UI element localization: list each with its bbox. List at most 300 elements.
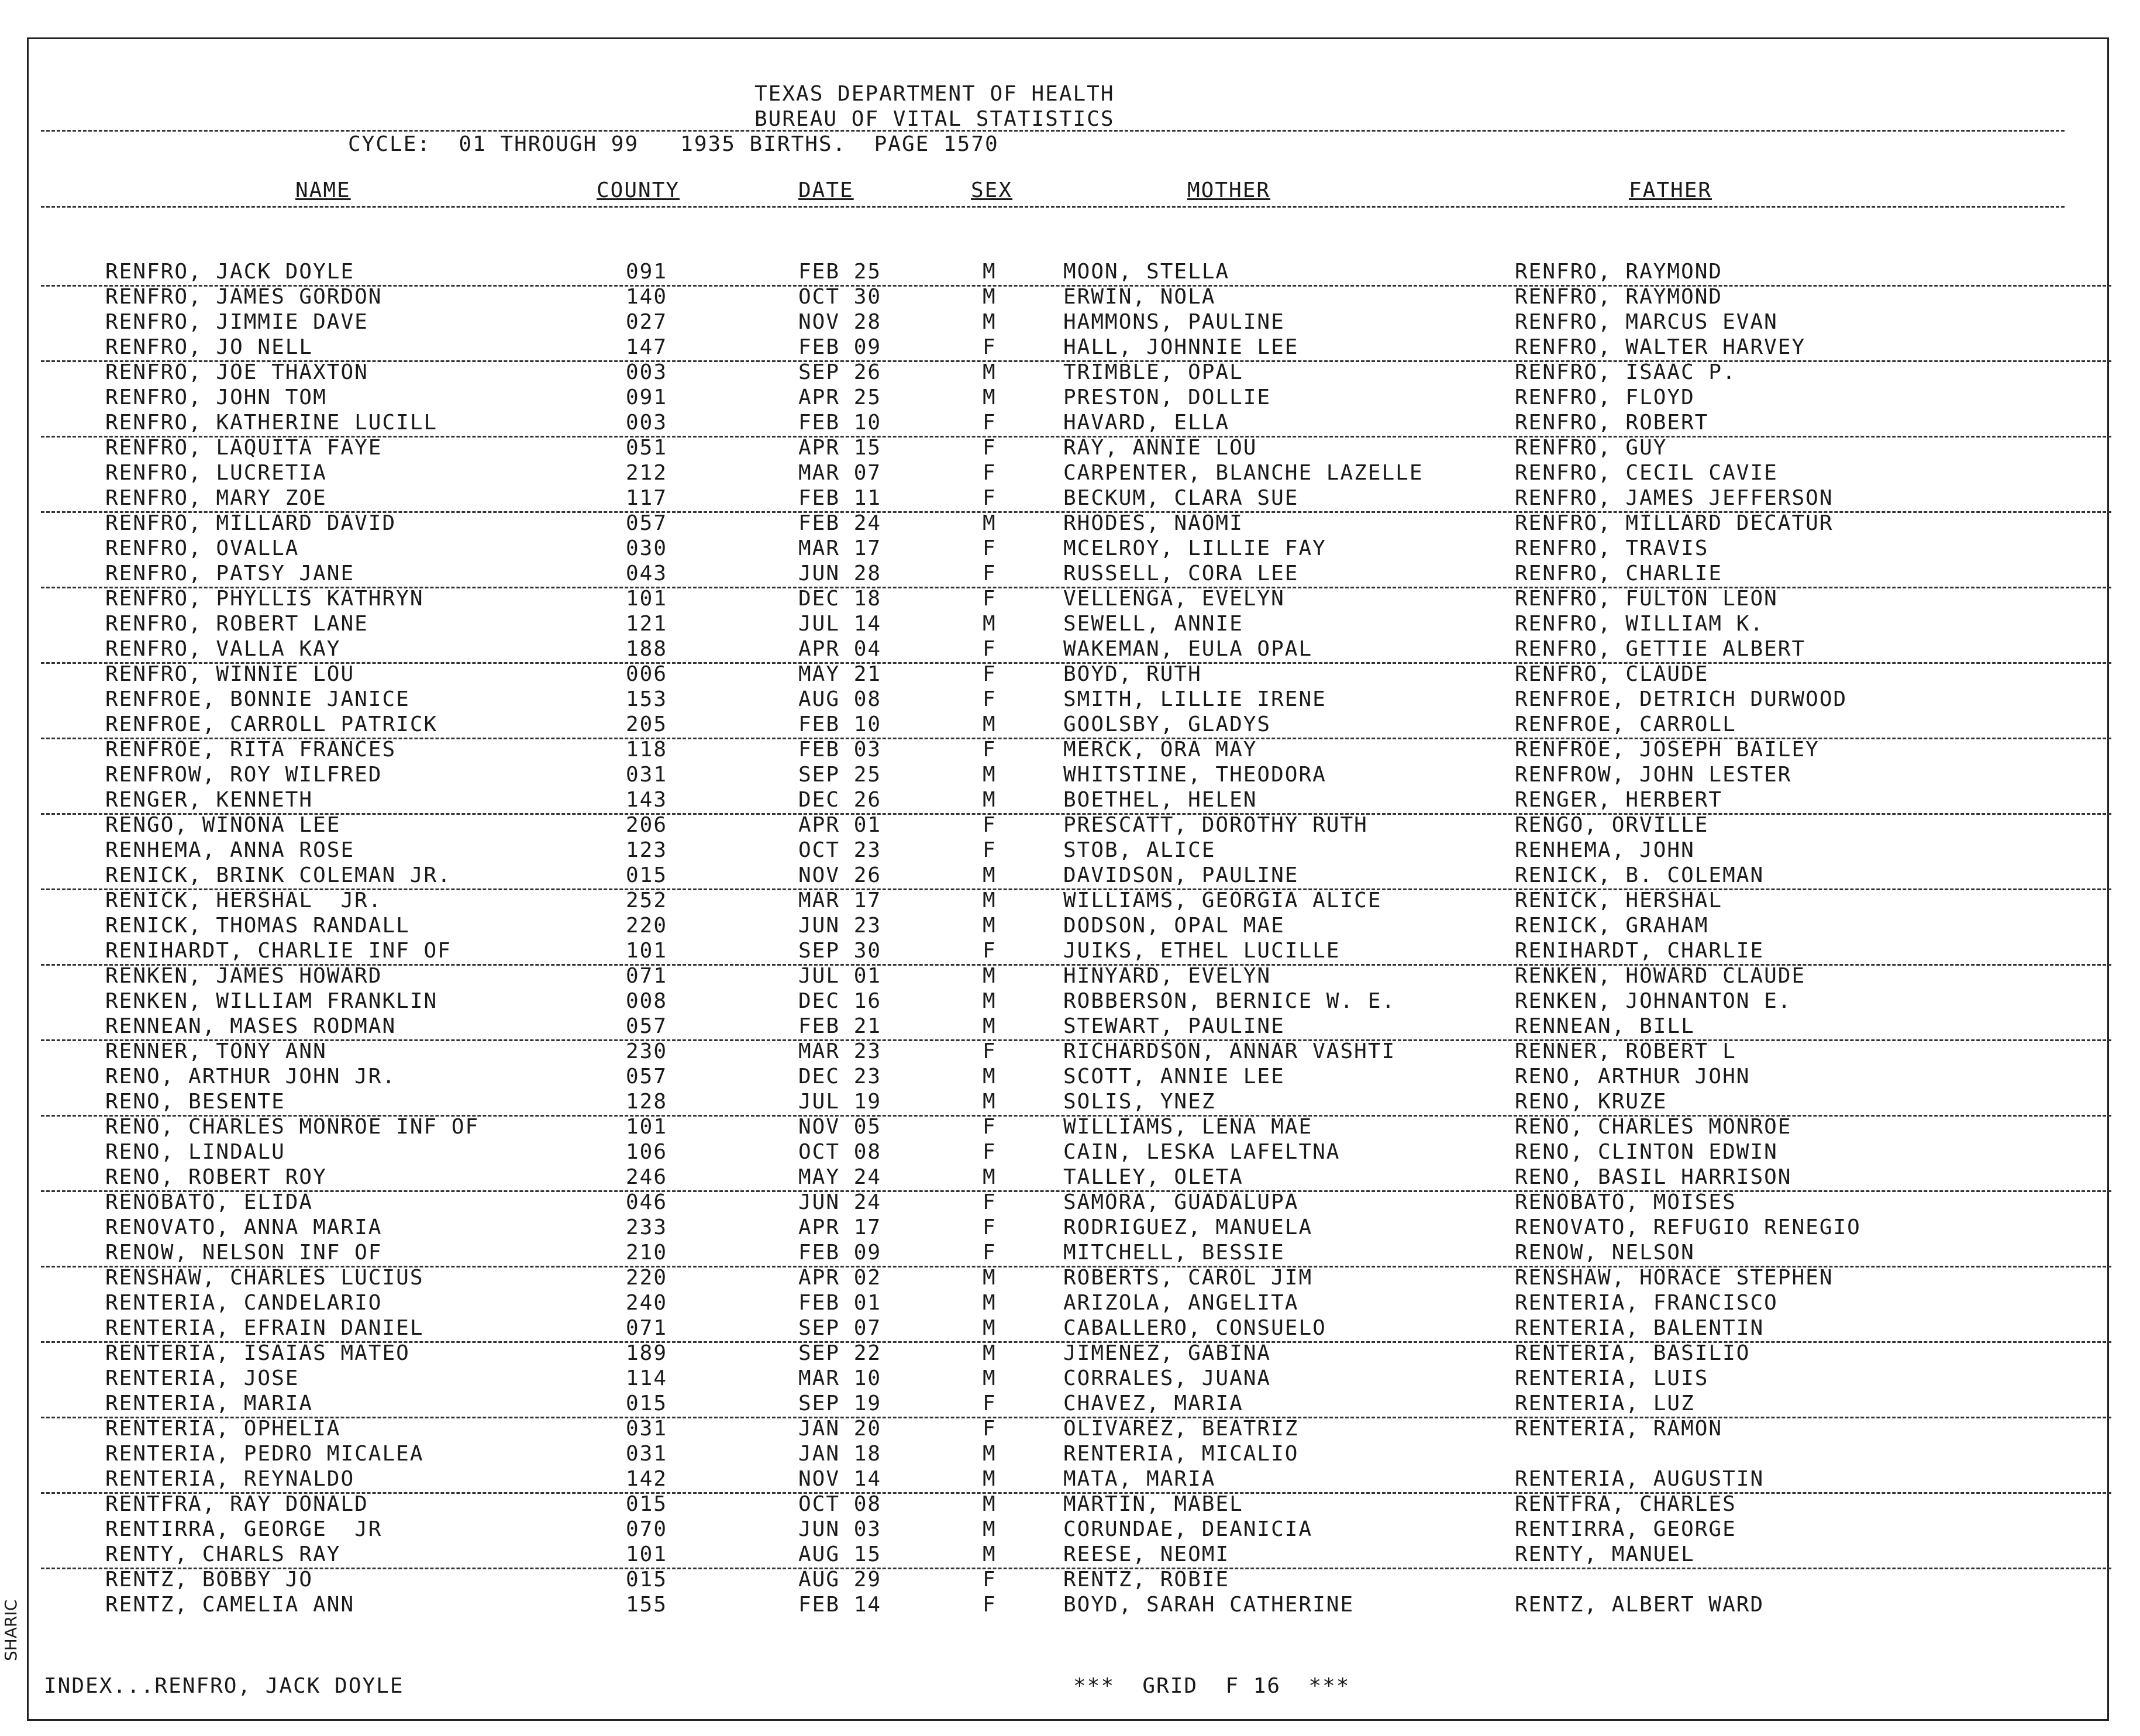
record-name: RENFROE, BONNIE JANICE	[105, 687, 410, 711]
record-mother: CABALLERO, CONSUELO	[1063, 1316, 1326, 1340]
record-father: RENTERIA, FRANCISCO	[1515, 1291, 1778, 1315]
record-sex: M	[983, 1442, 997, 1466]
record-mother: JIMENEZ, GABINA	[1063, 1341, 1271, 1365]
record-father: RENFRO, CLAUDE	[1515, 662, 1709, 686]
record-sex: M	[983, 1492, 997, 1516]
record-sex: F	[983, 536, 997, 560]
record-county: 091	[626, 385, 668, 409]
record-father: RENFRO, CHARLIE	[1515, 562, 1723, 585]
record-father: RENIHARDT, CHARLIE	[1515, 939, 1765, 963]
record-father: RENGER, HERBERT	[1515, 788, 1723, 812]
record-county: 057	[626, 511, 668, 535]
record-county: 153	[626, 687, 668, 711]
record-county: 046	[626, 1190, 668, 1214]
record-county: 147	[626, 335, 668, 359]
record-row	[41, 411, 2111, 438]
record-sex: M	[983, 1065, 997, 1089]
record-father: RENFRO, ROBERT	[1515, 411, 1709, 435]
record-mother: WAKEMAN, EULA OPAL	[1063, 637, 1313, 661]
record-county: 121	[626, 612, 668, 636]
record-name: RENFRO, LAQUITA FAYE	[105, 436, 382, 460]
record-sex: M	[983, 1165, 997, 1189]
record-father: RENTERIA, LUIS	[1515, 1366, 1709, 1390]
record-name: RENFRO, JAMES GORDON	[105, 285, 382, 309]
record-name: RENFRO, WINNIE LOU	[105, 662, 355, 686]
column-header-date: DATE	[798, 178, 854, 202]
record-name: RENFRO, JOHN TOM	[105, 385, 327, 409]
bureau-title: BUREAU OF VITAL STATISTICS	[754, 107, 1115, 131]
record-sex: M	[983, 511, 997, 535]
record-sex: M	[983, 310, 997, 334]
record-name: RENGO, WINONA LEE	[105, 813, 341, 837]
record-father: RENOVATO, REFUGIO RENEGIO	[1515, 1215, 1861, 1239]
record-mother: SMITH, LILLIE IRENE	[1063, 687, 1326, 711]
record-sex: M	[983, 712, 997, 736]
record-date: MAR 23	[798, 1039, 882, 1063]
record-county: 206	[626, 813, 668, 837]
record-date: DEC 16	[798, 989, 882, 1013]
record-county: 101	[626, 939, 668, 963]
record-date: FEB 14	[798, 1593, 882, 1617]
record-name: RENTERIA, MARIA	[105, 1391, 313, 1415]
record-name: RENICK, BRINK COLEMAN JR.	[105, 863, 452, 887]
record-county: 031	[626, 763, 668, 787]
record-name: RENHEMA, ANNA ROSE	[105, 838, 355, 862]
record-father: RENTERIA, RAMON	[1515, 1417, 1723, 1441]
record-county: 220	[626, 1266, 668, 1290]
record-row	[41, 562, 2111, 588]
record-mother: SAMORA, GUADALUPA	[1063, 1190, 1299, 1214]
record-father: RENNEAN, BILL	[1515, 1014, 1695, 1038]
record-county: 114	[626, 1366, 668, 1390]
record-row	[41, 1316, 2111, 1343]
record-date: AUG 08	[798, 687, 882, 711]
record-mother: MATA, MARIA	[1063, 1467, 1216, 1491]
record-father: RENFRO, FULTON LEON	[1515, 587, 1778, 611]
record-sex: M	[983, 863, 997, 887]
record-name: RENFRO, PATSY JANE	[105, 562, 355, 585]
record-county: 015	[626, 1492, 668, 1516]
record-name: RENFRO, MARY ZOE	[105, 486, 327, 510]
record-sex: M	[983, 989, 997, 1013]
record-father: RENKEN, HOWARD CLAUDE	[1515, 964, 1806, 988]
record-sex: M	[983, 285, 997, 309]
record-father: RENGO, ORVILLE	[1515, 813, 1709, 837]
record-date: FEB 01	[798, 1291, 882, 1315]
column-header-sex: SEX	[971, 178, 1013, 202]
record-name: RENTZ, CAMELIA ANN	[105, 1593, 355, 1617]
record-date: OCT 23	[798, 838, 882, 862]
record-sex: M	[983, 1517, 997, 1541]
record-date: FEB 10	[798, 411, 882, 435]
record-sex: F	[983, 1568, 997, 1592]
record-row	[41, 1090, 2111, 1117]
record-sex: M	[983, 612, 997, 636]
record-mother: RODRIGUEZ, MANUELA	[1063, 1215, 1313, 1239]
record-mother: MCELROY, LILLIE FAY	[1063, 536, 1326, 560]
record-date: NOV 26	[798, 863, 882, 887]
record-sex: F	[983, 687, 997, 711]
record-date: APR 04	[798, 637, 882, 661]
record-date: JUN 24	[798, 1190, 882, 1214]
record-name: RENTERIA, PEDRO MICALEA	[105, 1442, 424, 1466]
record-county: 003	[626, 360, 668, 384]
record-sex: M	[983, 763, 997, 787]
record-father: RENFRO, GETTIE ALBERT	[1515, 637, 1806, 661]
record-county: 101	[626, 1542, 668, 1566]
record-date: SEP 25	[798, 763, 882, 787]
record-date: MAR 10	[798, 1366, 882, 1390]
record-row	[41, 712, 2111, 739]
record-name: RENOBATO, ELIDA	[105, 1190, 313, 1214]
record-name: RENFRO, ROBERT LANE	[105, 612, 368, 636]
record-name: RENFROE, CARROLL PATRICK	[105, 712, 438, 736]
record-mother: TALLEY, OLETA	[1063, 1165, 1243, 1189]
record-sex: F	[983, 1417, 997, 1441]
header-divider	[41, 130, 2065, 132]
record-mother: GOOLSBY, GLADYS	[1063, 712, 1271, 736]
record-date: NOV 28	[798, 310, 882, 334]
record-mother: HAMMONS, PAULINE	[1063, 310, 1285, 334]
grid-reference: *** GRID F 16 ***	[1073, 1674, 1350, 1698]
record-name: RENFROE, RITA FRANCES	[105, 738, 397, 762]
record-date: SEP 19	[798, 1391, 882, 1415]
record-county: 240	[626, 1291, 668, 1315]
record-father: RENFRO, MILLARD DECATUR	[1515, 511, 1834, 535]
column-header-mother: MOTHER	[1187, 178, 1271, 202]
record-county: 140	[626, 285, 668, 309]
record-name: RENO, CHARLES MONROE INF OF	[105, 1115, 480, 1139]
record-name: RENICK, HERSHAL JR.	[105, 888, 382, 912]
record-county: 230	[626, 1039, 668, 1063]
record-name: RENTZ, BOBBY JO	[105, 1568, 313, 1592]
record-mother: MARTIN, MABEL	[1063, 1492, 1243, 1516]
record-county: 106	[626, 1140, 668, 1164]
record-mother: HINYARD, EVELYN	[1063, 964, 1271, 988]
record-father: RENTIRRA, GEORGE	[1515, 1517, 1736, 1541]
record-county: 070	[626, 1517, 668, 1541]
record-date: DEC 23	[798, 1065, 882, 1089]
record-mother: MERCK, ORA MAY	[1063, 738, 1257, 762]
record-mother: BOYD, SARAH CATHERINE	[1063, 1593, 1355, 1617]
record-name: RENFRO, VALLA KAY	[105, 637, 341, 661]
record-mother: MITCHELL, BESSIE	[1063, 1241, 1285, 1265]
record-county: 071	[626, 1316, 668, 1340]
record-sex: F	[983, 662, 997, 686]
record-father: RENO, KRUZE	[1515, 1090, 1667, 1114]
record-father: RENFRO, WILLIAM K.	[1515, 612, 1765, 636]
record-date: OCT 08	[798, 1492, 882, 1516]
record-date: APR 17	[798, 1215, 882, 1239]
record-county: 015	[626, 863, 668, 887]
record-father: RENO, ARTHUR JOHN	[1515, 1065, 1750, 1089]
record-date: FEB 25	[798, 260, 882, 284]
record-mother: VELLENGA, EVELYN	[1063, 587, 1285, 611]
record-sex: F	[983, 1215, 997, 1239]
record-mother: WILLIAMS, LENA MAE	[1063, 1115, 1313, 1139]
index-line: INDEX...RENFRO, JACK DOYLE	[44, 1674, 404, 1698]
record-date: OCT 30	[798, 285, 882, 309]
record-mother: WILLIAMS, GEORGIA ALICE	[1063, 888, 1382, 912]
record-father: RENICK, GRAHAM	[1515, 914, 1709, 938]
record-father: RENFRO, ISAAC P.	[1515, 360, 1736, 384]
record-county: 143	[626, 788, 668, 812]
record-county: 030	[626, 536, 668, 560]
record-date: SEP 30	[798, 939, 882, 963]
record-mother: RHODES, NAOMI	[1063, 511, 1243, 535]
record-mother: CAIN, LESKA LAFELTNA	[1063, 1140, 1340, 1164]
record-sex: M	[983, 964, 997, 988]
record-mother: ROBBERSON, BERNICE W. E.	[1063, 989, 1396, 1013]
record-row	[41, 1241, 2111, 1267]
record-name: RENFRO, JO NELL	[105, 335, 313, 359]
record-date: JUL 19	[798, 1090, 882, 1114]
record-sex: M	[983, 1266, 997, 1290]
record-date: APR 01	[798, 813, 882, 837]
record-county: 212	[626, 461, 668, 485]
record-date: DEC 18	[798, 587, 882, 611]
record-sex: M	[983, 1090, 997, 1114]
record-mother: STOB, ALICE	[1063, 838, 1216, 862]
record-county: 123	[626, 838, 668, 862]
record-row	[41, 1467, 2111, 1494]
record-father: RENTERIA, AUGUSTIN	[1515, 1467, 1765, 1491]
column-header-divider	[41, 206, 2065, 208]
record-name: RENSHAW, CHARLES LUCIUS	[105, 1266, 424, 1290]
record-date: APR 25	[798, 385, 882, 409]
record-name: RENTERIA, CANDELARIO	[105, 1291, 382, 1315]
record-county: 015	[626, 1391, 668, 1415]
record-date: FEB 24	[798, 511, 882, 535]
record-name: RENFRO, MILLARD DAVID	[105, 511, 397, 535]
record-county: 210	[626, 1241, 668, 1265]
record-father: RENFROE, CARROLL	[1515, 712, 1736, 736]
record-county: 246	[626, 1165, 668, 1189]
record-county: 220	[626, 914, 668, 938]
record-date: APR 15	[798, 436, 882, 460]
record-county: 188	[626, 637, 668, 661]
record-name: RENO, ARTHUR JOHN JR.	[105, 1065, 397, 1089]
record-mother: DODSON, OPAL MAE	[1063, 914, 1285, 938]
record-sex: F	[983, 1391, 997, 1415]
record-mother: PRESTON, DOLLIE	[1063, 385, 1271, 409]
record-date: FEB 09	[798, 1241, 882, 1265]
record-father: RENSHAW, HORACE STEPHEN	[1515, 1266, 1834, 1290]
record-county: 205	[626, 712, 668, 736]
column-header-county: COUNTY	[597, 178, 680, 202]
record-father: RENHEMA, JOHN	[1515, 838, 1695, 862]
record-name: RENGER, KENNETH	[105, 788, 313, 812]
record-row	[41, 260, 2111, 287]
record-father: RENTERIA, BASILIO	[1515, 1341, 1750, 1365]
record-county: 142	[626, 1467, 668, 1491]
record-date: MAY 24	[798, 1165, 882, 1189]
record-date: JUL 14	[798, 612, 882, 636]
record-sex: M	[983, 914, 997, 938]
record-date: MAR 07	[798, 461, 882, 485]
record-county: 101	[626, 587, 668, 611]
record-mother: MOON, STELLA	[1063, 260, 1230, 284]
record-date: JAN 18	[798, 1442, 882, 1466]
record-name: RENFRO, PHYLLIS KATHRYN	[105, 587, 424, 611]
record-father: RENO, CHARLES MONROE	[1515, 1115, 1792, 1139]
record-county: 003	[626, 411, 668, 435]
record-sex: F	[983, 1593, 997, 1617]
record-mother: BECKUM, CLARA SUE	[1063, 486, 1299, 510]
record-name: RENIHARDT, CHARLIE INF OF	[105, 939, 452, 963]
record-date: DEC 26	[798, 788, 882, 812]
record-mother: RICHARDSON, ANNAR VASHTI	[1063, 1039, 1396, 1063]
record-father: RENFRO, CECIL CAVIE	[1515, 461, 1778, 485]
record-county: 043	[626, 562, 668, 585]
record-sex: F	[983, 461, 997, 485]
record-mother: CORRALES, JUANA	[1063, 1366, 1271, 1390]
record-sex: M	[983, 1316, 997, 1340]
record-sex: F	[983, 436, 997, 460]
record-row	[41, 335, 2111, 362]
record-row	[41, 637, 2111, 664]
record-name: RENTERIA, ISAIAS MATEO	[105, 1341, 410, 1365]
cycle-line: CYCLE: 01 THROUGH 99 1935 BIRTHS. PAGE 1570	[348, 132, 999, 156]
record-name: RENKEN, WILLIAM FRANKLIN	[105, 989, 438, 1013]
record-county: 051	[626, 436, 668, 460]
record-sex: M	[983, 1291, 997, 1315]
record-sex: F	[983, 486, 997, 510]
record-county: 031	[626, 1417, 668, 1441]
record-row	[41, 863, 2111, 890]
record-sex: M	[983, 1366, 997, 1390]
record-sex: F	[983, 562, 997, 585]
record-name: RENFRO, OVALLA	[105, 536, 299, 560]
record-mother: RENTZ, ROBIE	[1063, 1568, 1230, 1592]
record-sex: F	[983, 1039, 997, 1063]
record-name: RENFRO, LUCRETIA	[105, 461, 327, 485]
record-name: RENOW, NELSON INF OF	[105, 1241, 382, 1265]
record-mother: TRIMBLE, OPAL	[1063, 360, 1243, 384]
record-father: RENFROW, JOHN LESTER	[1515, 763, 1792, 787]
record-sex: F	[983, 939, 997, 963]
record-row	[41, 1165, 2111, 1192]
record-row	[41, 1542, 2111, 1569]
record-sex: M	[983, 1467, 997, 1491]
record-name: RENTERIA, REYNALDO	[105, 1467, 355, 1491]
record-sex: M	[983, 1542, 997, 1566]
record-sex: F	[983, 1115, 997, 1139]
record-father: RENFRO, FLOYD	[1515, 385, 1695, 409]
record-county: 091	[626, 260, 668, 284]
record-mother: PRESCATT, DOROTHY RUTH	[1063, 813, 1368, 837]
record-mother: OLIVAREZ, BEATRIZ	[1063, 1417, 1299, 1441]
record-date: AUG 29	[798, 1568, 882, 1592]
record-name: RENNEAN, MASES RODMAN	[105, 1014, 397, 1038]
record-date: NOV 14	[798, 1467, 882, 1491]
record-name: RENTFRA, RAY DONALD	[105, 1492, 368, 1516]
record-father: RENO, BASIL HARRISON	[1515, 1165, 1792, 1189]
record-name: RENNER, TONY ANN	[105, 1039, 327, 1063]
record-county: 117	[626, 486, 668, 510]
record-date: JUL 01	[798, 964, 882, 988]
record-sex: F	[983, 335, 997, 359]
record-mother: DAVIDSON, PAULINE	[1063, 863, 1299, 887]
record-name: RENTERIA, JOSE	[105, 1366, 299, 1390]
column-header-name: NAME	[295, 178, 351, 202]
record-sex: F	[983, 1190, 997, 1214]
record-date: NOV 05	[798, 1115, 882, 1139]
record-sex: M	[983, 788, 997, 812]
record-row	[41, 788, 2111, 815]
record-father: RENTERIA, BALENTIN	[1515, 1316, 1765, 1340]
record-sex: F	[983, 838, 997, 862]
column-header-father: FATHER	[1629, 178, 1712, 202]
record-father: RENFRO, TRAVIS	[1515, 536, 1709, 560]
record-name: RENTERIA, EFRAIN DANIEL	[105, 1316, 424, 1340]
record-mother: CHAVEZ, MARIA	[1063, 1391, 1243, 1415]
record-date: FEB 11	[798, 486, 882, 510]
agency-title: TEXAS DEPARTMENT OF HEALTH	[754, 82, 1115, 106]
record-county: 008	[626, 989, 668, 1013]
record-sex: F	[983, 637, 997, 661]
record-date: FEB 03	[798, 738, 882, 762]
record-date: FEB 21	[798, 1014, 882, 1038]
record-mother: STEWART, PAULINE	[1063, 1014, 1285, 1038]
record-date: MAY 21	[798, 662, 882, 686]
record-mother: SCOTT, ANNIE LEE	[1063, 1065, 1285, 1089]
record-county: 189	[626, 1341, 668, 1365]
record-row	[41, 1014, 2111, 1041]
record-county: 118	[626, 738, 668, 762]
record-father: RENTFRA, CHARLES	[1515, 1492, 1736, 1516]
record-name: RENO, ROBERT ROY	[105, 1165, 327, 1189]
record-father: RENO, CLINTON EDWIN	[1515, 1140, 1778, 1164]
record-name: RENFRO, KATHERINE LUCILL	[105, 411, 438, 435]
record-father: RENICK, B. COLEMAN	[1515, 863, 1765, 887]
record-mother: ERWIN, NOLA	[1063, 285, 1216, 309]
record-mother: RAY, ANNIE LOU	[1063, 436, 1257, 460]
record-father: RENFRO, WALTER HARVEY	[1515, 335, 1806, 359]
record-name: RENFROW, ROY WILFRED	[105, 763, 382, 787]
record-sex: F	[983, 1140, 997, 1164]
record-father: RENOBATO, MOISES	[1515, 1190, 1736, 1214]
record-county: 101	[626, 1115, 668, 1139]
record-name: RENFRO, JOE THAXTON	[105, 360, 368, 384]
record-name: RENFRO, JIMMIE DAVE	[105, 310, 368, 334]
record-name: RENTY, CHARLS RAY	[105, 1542, 341, 1566]
record-sex: M	[983, 1014, 997, 1038]
record-sex: M	[983, 1341, 997, 1365]
record-sex: M	[983, 385, 997, 409]
record-name: RENICK, THOMAS RANDALL	[105, 914, 410, 938]
record-county: 071	[626, 964, 668, 988]
record-mother: CARPENTER, BLANCHE LAZELLE	[1063, 461, 1424, 485]
record-father: RENTERIA, LUZ	[1515, 1391, 1695, 1415]
record-county: 006	[626, 662, 668, 686]
record-date: JUN 03	[798, 1517, 882, 1541]
record-county: 252	[626, 888, 668, 912]
record-county: 128	[626, 1090, 668, 1114]
record-name: RENFRO, JACK DOYLE	[105, 260, 355, 284]
record-mother: RENTERIA, MICALIO	[1063, 1442, 1299, 1466]
record-mother: BOYD, RUTH	[1063, 662, 1202, 686]
record-mother: WHITSTINE, THEODORA	[1063, 763, 1326, 787]
record-father: RENFRO, JAMES JEFFERSON	[1515, 486, 1834, 510]
record-sex: F	[983, 1241, 997, 1265]
record-father: RENNER, ROBERT L	[1515, 1039, 1736, 1063]
record-father: RENFRO, RAYMOND	[1515, 260, 1723, 284]
record-row	[41, 486, 2111, 513]
record-father: RENTZ, ALBERT WARD	[1515, 1593, 1765, 1617]
record-sex: M	[983, 360, 997, 384]
record-father: RENFRO, RAYMOND	[1515, 285, 1723, 309]
